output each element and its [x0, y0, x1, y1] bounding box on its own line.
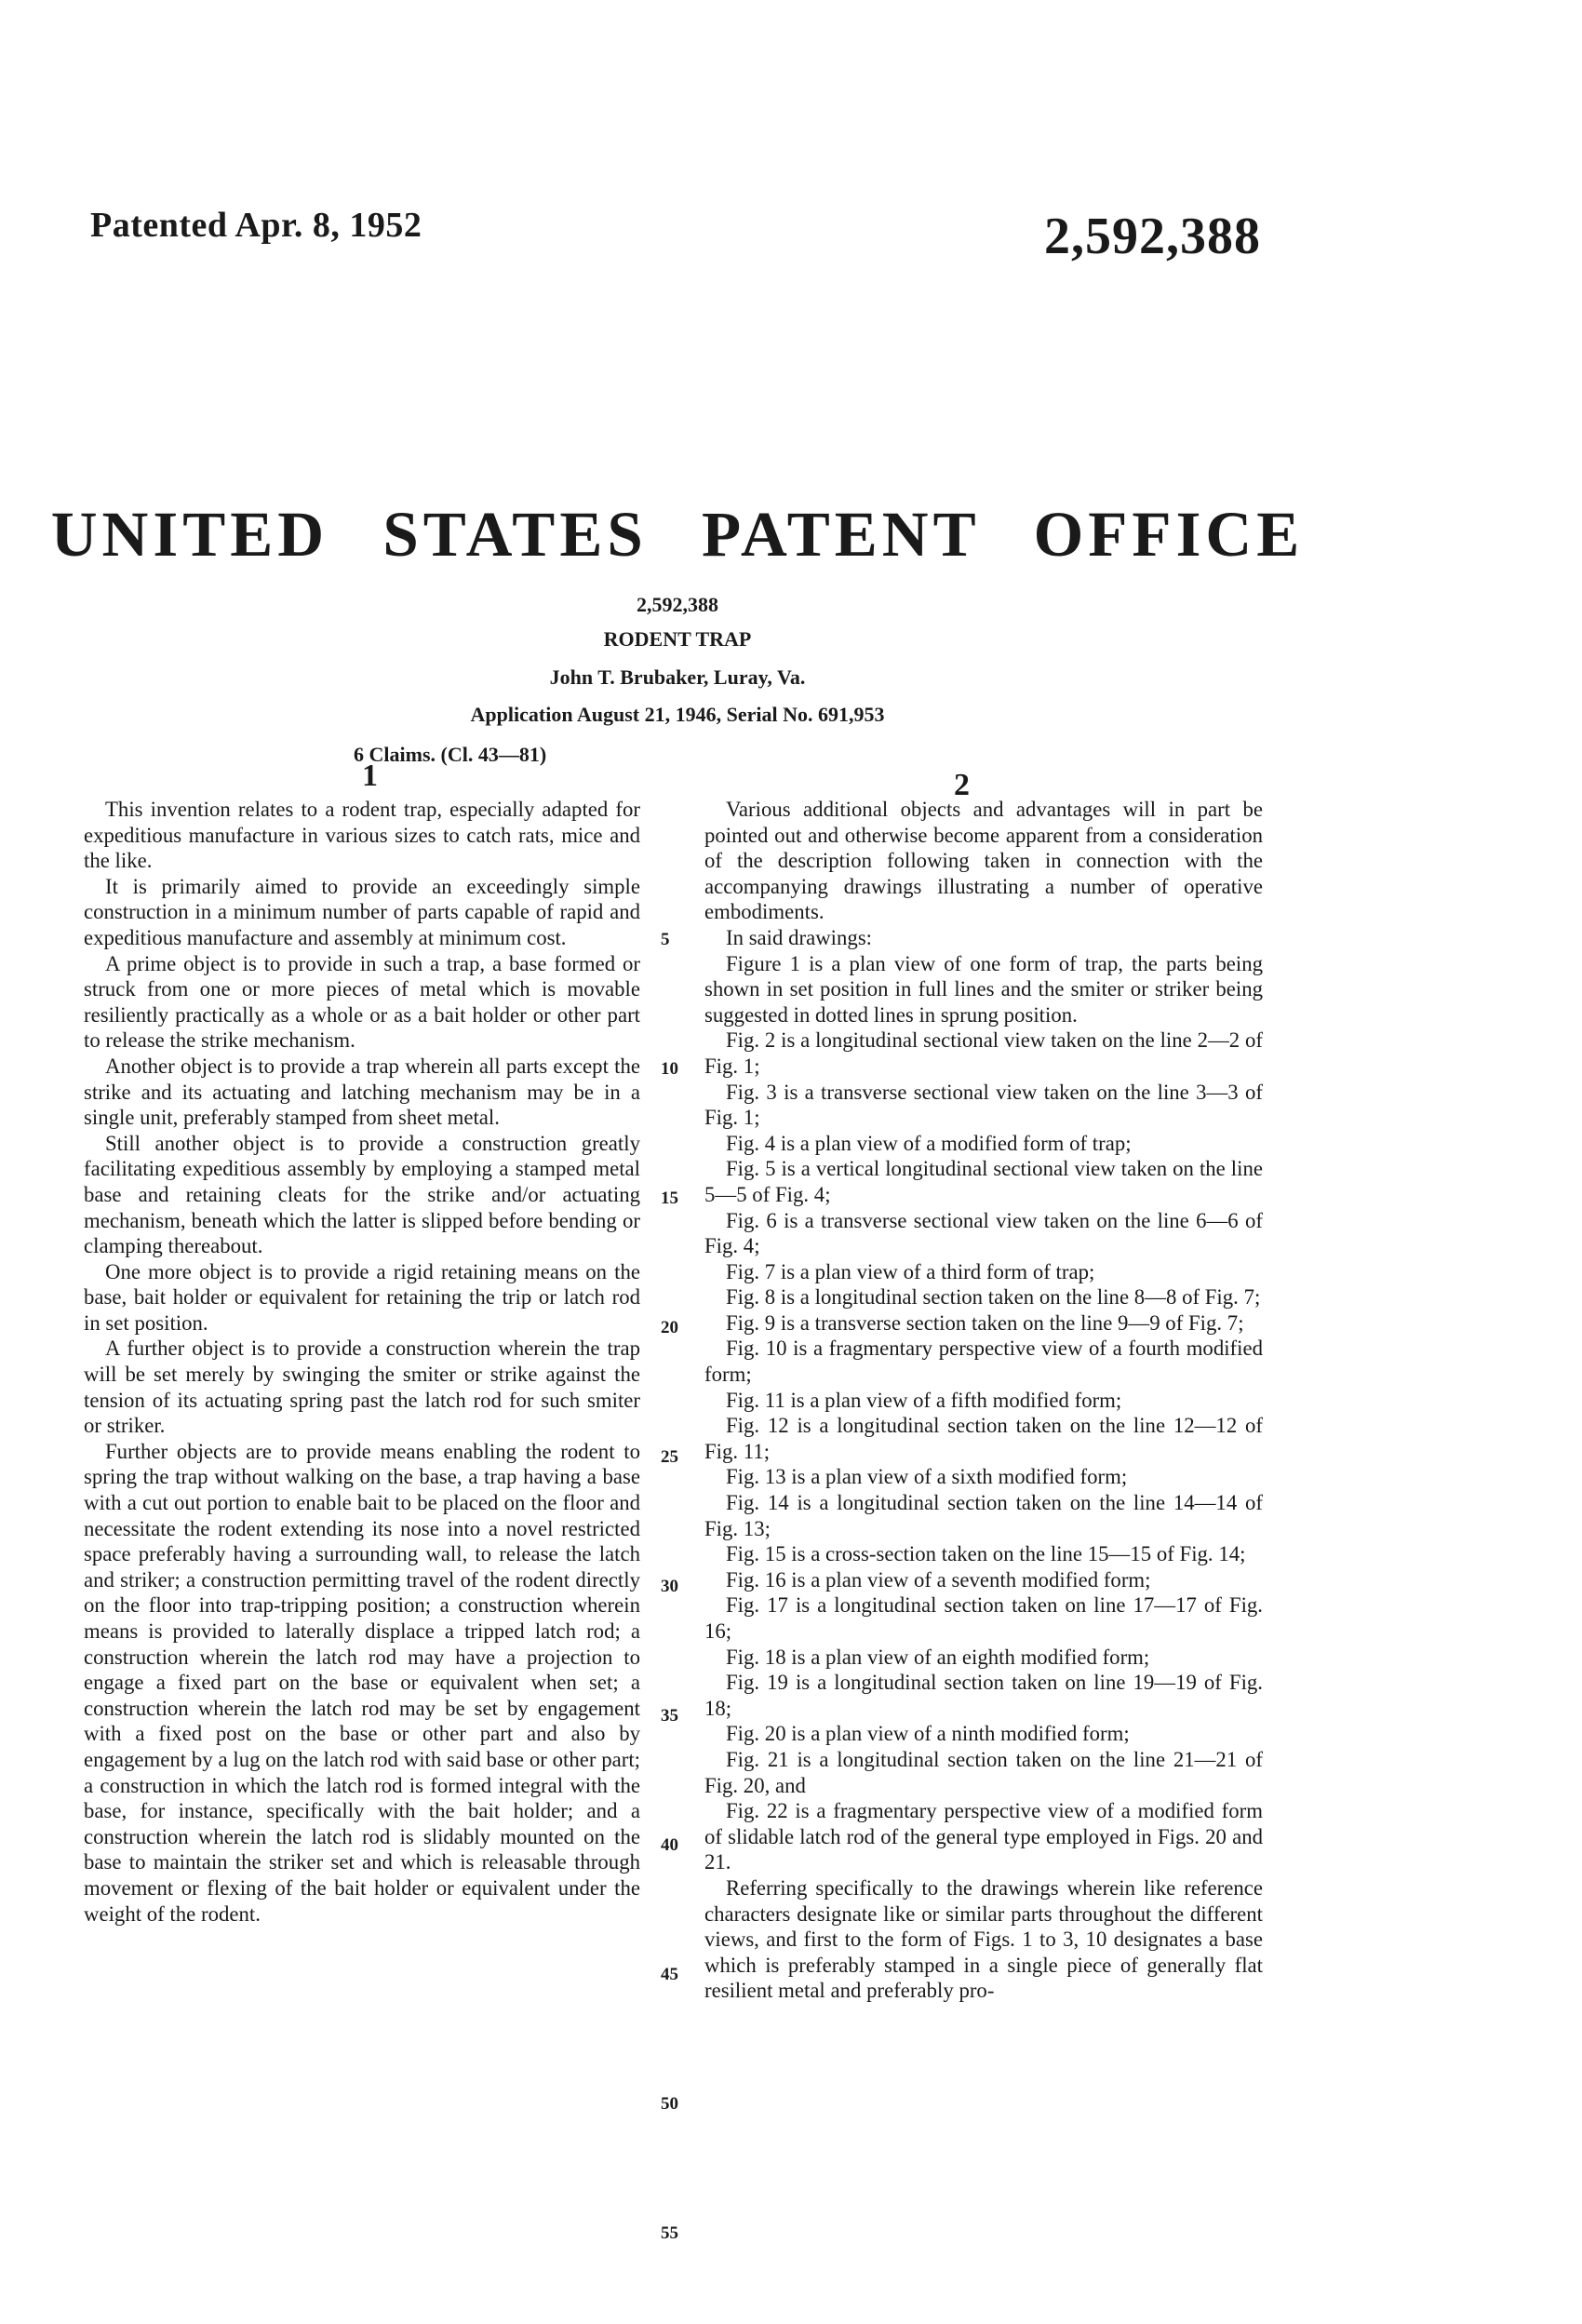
- paragraph: Fig. 18 is a plan view of an eighth modified form;: [726, 1645, 1150, 1669]
- patent-number: 2,592,388: [1044, 208, 1261, 265]
- application-line: Application August 21, 1946, Serial No. 691,953: [470, 703, 885, 726]
- paragraph: Various additional objects and advantages will in part be pointed out and otherwise become apparent from a consideration of the description following taken in connection with the accompanying drawings illustrating a number of operative embodiments.: [704, 798, 1263, 924]
- paragraph: Fig. 7 is a plan view of a third form of trap;: [726, 1259, 1095, 1283]
- line-number: 5: [661, 930, 670, 949]
- line-number: 55: [661, 2223, 678, 2243]
- line-number: 20: [661, 1318, 678, 1337]
- paragraph: Further objects are to provide means enabling the rodent to spring the trap without walking on the base, a trap having a base with a cut out portion to enable bait to be placed on the floor and necessitate the rodent extending its nose into a novel restricted space preferably having a surrounding wall, to release the latch and striker; a construction permitting travel of the rodent directly on the floor into trap-tripping position; a construction wherein means is provided to laterally displace a tripped latch rod; a construction wherein the latch rod may have a projection to engage a fixed part on the base or equivalent when set; a construction wherein the latch rod may be set by engagement with a fixed post on the base or other part and also by engagement by a lug on the latch rod with said base or other part; a construction in which the latch rod is formed integral with the base, for instance, specifically with the bait holder; and a construction wherein the latch rod is slidably mounted on the base to maintain the striker set and which is releasable through movement or flexing of the bait holder or equivalent under the weight of the rodent.: [84, 1439, 640, 1926]
- paragraph: Another object is to provide a trap wherein all parts except the strike and its actuating and latching mechanism may be in a single unit, preferably stamped from sheet metal.: [84, 1054, 640, 1130]
- paragraph: This invention relates to a rodent trap, especially adapted for expeditious manufacture in various sizes to catch rats, mice and the like.: [84, 798, 640, 873]
- paragraph: Fig. 21 is a longitudinal section taken on the line 21—21 of Fig. 20, and: [704, 1747, 1263, 1797]
- inventor: John T. Brubaker, Luray, Va.: [549, 665, 806, 689]
- paragraph: Fig. 12 is a longitudinal section taken on the line 12—12 of Fig. 11;: [704, 1414, 1263, 1463]
- paragraph: Fig. 5 is a vertical longitudinal sectional view taken on the line 5—5 of Fig. 4;: [704, 1157, 1263, 1206]
- line-number: 25: [661, 1447, 678, 1467]
- paragraph: Fig. 11 is a plan view of a fifth modified form;: [726, 1388, 1122, 1412]
- paragraph: It is primarily aimed to provide an exceedingly simple construction in a minimum number of parts capable of rapid and expeditious manufacture and assembly at minimum cost.: [84, 874, 640, 949]
- paragraph: Fig. 14 is a longitudinal section taken on the line 14—14 of Fig. 13;: [704, 1491, 1263, 1540]
- meta-number: 2,592,388: [637, 593, 718, 616]
- paragraph: Fig. 9 is a transverse section taken on the line 9—9 of Fig. 7;: [726, 1310, 1244, 1335]
- line-number: 45: [661, 1965, 678, 1984]
- paragraph: Fig. 16 is a plan view of a seventh modified form;: [726, 1567, 1151, 1592]
- column-number-left: 1: [362, 759, 378, 793]
- paragraph: Figure 1 is a plan view of one form of trap, the parts being shown in set position in full lines and the smiter or striker being suggested in dotted lines in sprung position.: [704, 951, 1263, 1027]
- office-heading: UNITED STATES PATENT OFFICE: [50, 499, 1305, 570]
- line-number: 50: [661, 2094, 678, 2114]
- column-number-right: 2: [954, 768, 970, 802]
- line-number: 15: [661, 1189, 678, 1208]
- line-number: 30: [661, 1577, 678, 1596]
- paragraph: A prime object is to provide in such a trap, a base formed or struck from one or more pieces of metal which is movable resiliently practically as a whole or as a bait holder or other part to release the strike mechanism.: [84, 951, 640, 1053]
- paragraph: Still another object is to provide a construction greatly facilitating expeditious assembly by employing a stamped metal base and retaining cleats for the strike and/or actuating mechanism, beneath which the latter is slipped before bending or clamping thereabout.: [84, 1131, 640, 1258]
- paragraph: Fig. 17 is a longitudinal section taken on line 17—17 of Fig. 16;: [704, 1593, 1263, 1643]
- line-number: 10: [661, 1059, 678, 1079]
- line-number: 40: [661, 1835, 678, 1855]
- paragraph: Fig. 4 is a plan view of a modified form of trap;: [726, 1131, 1132, 1155]
- paragraph: Fig. 19 is a longitudinal section taken on line 19—19 of Fig. 18;: [704, 1671, 1263, 1720]
- paragraph: Fig. 3 is a transverse sectional view taken on the line 3—3 of Fig. 1;: [704, 1080, 1263, 1130]
- paragraph: Fig. 15 is a cross-section taken on the line 15—15 of Fig. 14;: [726, 1542, 1246, 1566]
- paragraph: Fig. 8 is a longitudinal section taken on the line 8—8 of Fig. 7;: [726, 1285, 1261, 1310]
- line-number: 35: [661, 1706, 678, 1726]
- paragraph: In said drawings:: [726, 925, 873, 949]
- paragraph: Fig. 13 is a plan view of a sixth modified form;: [726, 1465, 1128, 1489]
- paragraph: Fig. 20 is a plan view of a ninth modified form;: [726, 1722, 1130, 1746]
- patent-date: Patented Apr. 8, 1952: [90, 206, 422, 245]
- paragraph: Referring specifically to the drawings wherein like reference characters designate like or similar parts throughout the different views, and first to the form of Figs. 1 to 3, 10 designates a base which is preferably stamped in a single piece of generally flat resilient metal and preferably pro-: [704, 1875, 1263, 2003]
- paragraph: Fig. 22 is a fragmentary perspective view of a modified form of slidable latch rod of the general type employed in Figs. 20 and 21.: [704, 1799, 1263, 1874]
- claims-line: 6 Claims. (Cl. 43—81): [354, 743, 547, 766]
- paragraph: Fig. 10 is a fragmentary perspective view of a fourth modified form;: [704, 1337, 1263, 1387]
- right-column: [704, 797, 1263, 2004]
- paragraph: A further object is to provide a construction wherein the trap will be set merely by swinging the smiter or strike against the tension of its actuating spring past the latch rod for such smiter or striker.: [84, 1337, 640, 1438]
- paragraph: Fig. 2 is a longitudinal sectional view taken on the line 2—2 of Fig. 1;: [704, 1028, 1263, 1078]
- paragraph: One more object is to provide a rigid retaining means on the base, bait holder or equivalent for retaining the trip or latch rod in set position.: [84, 1259, 640, 1335]
- paragraph: Fig. 6 is a transverse sectional view taken on the line 6—6 of Fig. 4;: [704, 1208, 1263, 1258]
- patent-title: RODENT TRAP: [603, 627, 752, 651]
- left-column: [84, 797, 640, 1927]
